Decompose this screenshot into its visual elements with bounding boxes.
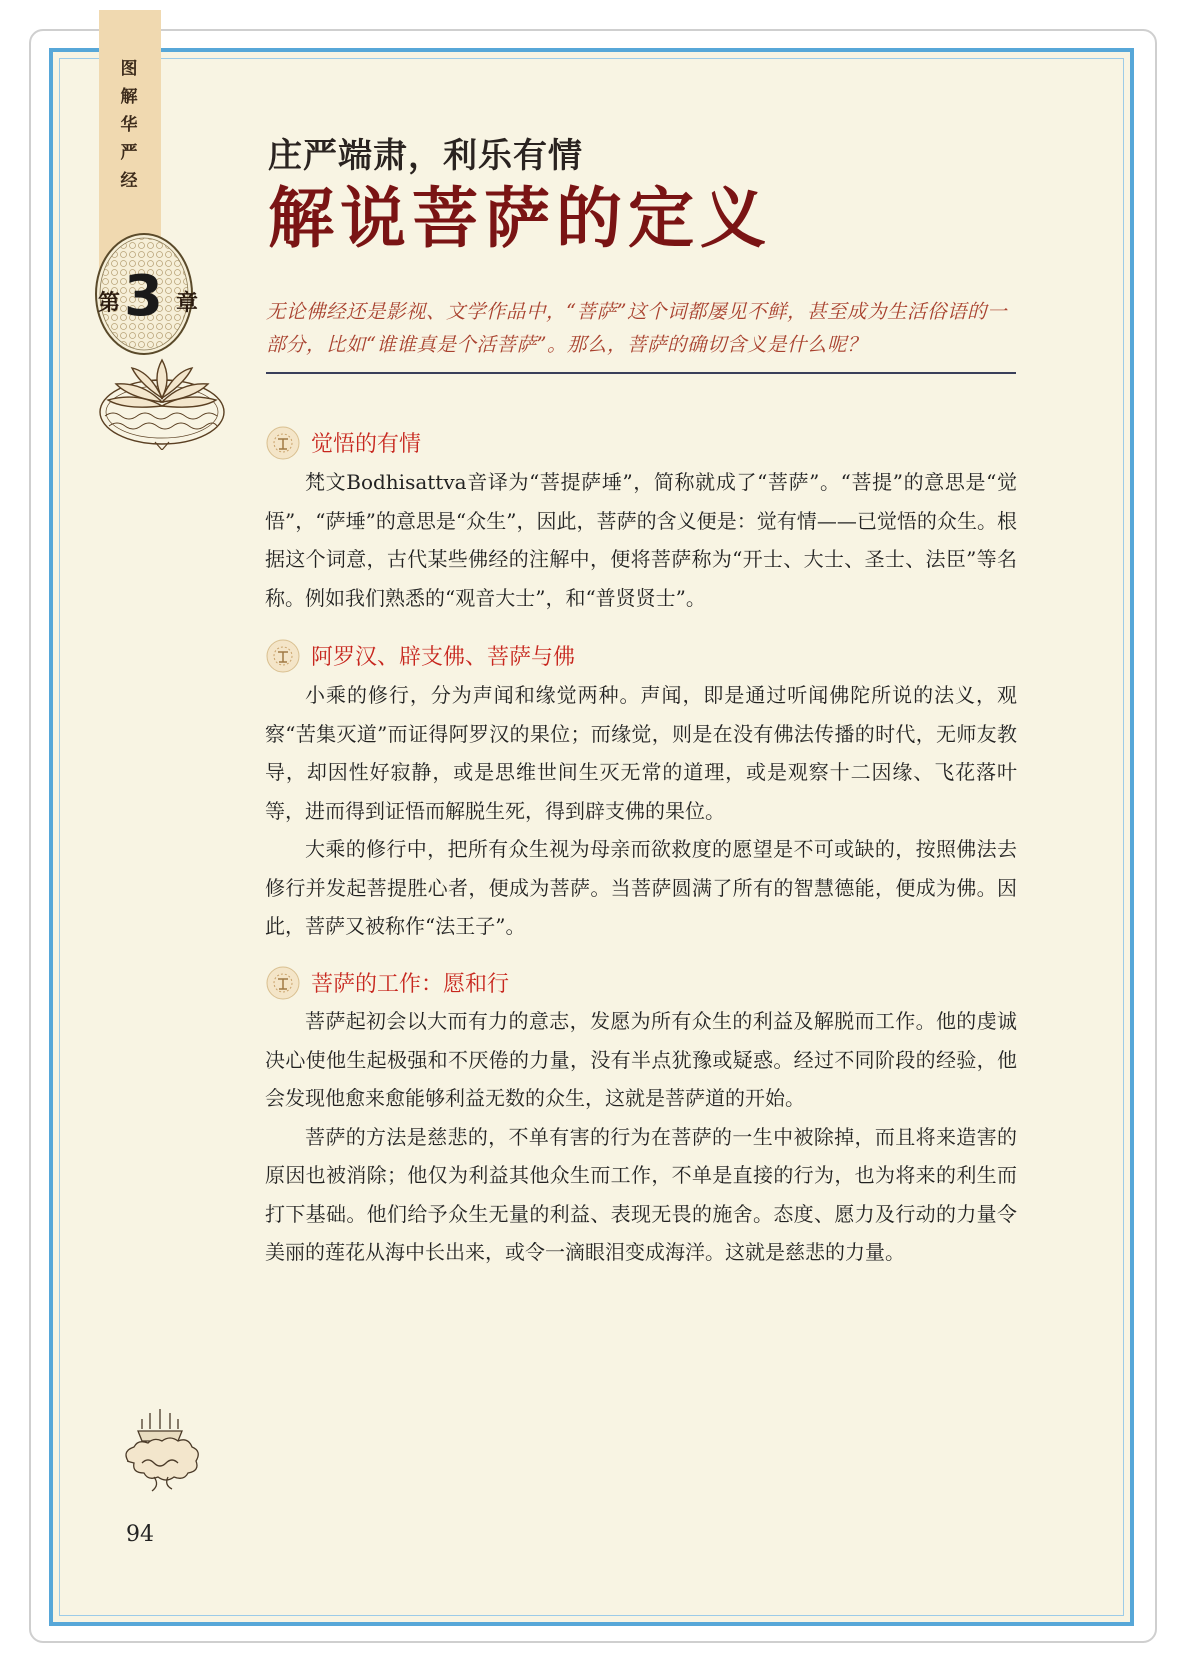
page-subtitle: 庄严端肃，利乐有情 [268,136,583,176]
dharma-wheel-icon [265,638,301,674]
page-title: 解说菩萨的定义 [268,179,772,257]
side-char: 图 [120,59,138,79]
paragraph: 小乘的修行，分为声闻和缘觉两种。声闻，即是通过听闻佛陀所说的法义，观察“苦集灭道”而证得阿罗汉的果位；而缘觉，则是在没有佛法传播的时代，无师友教导，却因性好寂静，或是思维世间生灭无常的道理，或是观察十二因缘、飞花落叶等，进而得到证悟而解脱生死，得到辟支佛的果位。 [265,683,1017,823]
side-char: 严 [120,143,138,163]
chapter-label [70,264,220,329]
dharma-wheel-icon [265,965,301,1001]
dharma-wheel-icon [265,425,301,461]
chapter-suffix: 章 [176,291,199,316]
intro-text: 无论佛经还是影视、文学作品中，“菩萨”这个词都屡见不鲜，甚至成为生活俗语的一部分，比如“谁谁真是个活菩萨”。那么，菩萨的确切含义是什么呢？ [266,300,1007,356]
chapter-prefix: 第 [98,291,121,316]
side-char: 华 [120,115,138,135]
temple-cloud-emblem-icon [120,1405,200,1495]
side-char: 解 [120,87,138,107]
section-title: 觉悟的有情 [311,432,422,457]
section-title: 阿罗汉、辟支佛、菩萨与佛 [311,645,576,670]
section-body [265,463,1017,617]
side-char: 经 [120,171,138,191]
page-number: 94 [126,1522,154,1547]
section-body [265,676,1017,946]
intro-divider [266,372,1016,374]
chapter-number: 3 [124,264,163,329]
paragraph: 菩萨起初会以大而有力的意志，发愿为所有众生的利益及解脱而工作。他的虔诚决心使他生起极强和不厌倦的力量，没有半点犹豫或疑惑。经过不同阶段的经验，他会发现他愈来愈能够利益无数的众生，这就是菩萨道的开始。 [265,1009,1017,1110]
paragraph: 梵文Bodhisattva音译为“菩提萨埵”，简称就成了“菩萨”。“菩提”的意思是“觉悟”，“萨埵”的意思是“众生”，因此，菩萨的含义便是：觉有情——已觉悟的众生。根据这个词意，古代某些佛经的注解中，便将菩萨称为“开士、大士、圣士、法臣”等名称。例如我们熟悉的“观音大士”，和“普贤贤士”。 [265,470,1017,610]
lotus-icon [95,350,230,450]
paragraph: 菩萨的方法是慈悲的，不单有害的行为在菩萨的一生中被除掉，而且将来造害的原因也被消除；他仅为利益其他众生而工作，不单是直接的行为，也为将来的利生而打下基础。他们给予众生无量的利益、表现无畏的施舍。态度、愿力及行动的力量令美丽的莲花从海中长出来，或令一滴眼泪变成海洋。这就是慈悲的力量。 [265,1124,1017,1264]
side-book-title [108,55,150,195]
paragraph: 大乘的修行中，把所有众生视为母亲而欲救度的愿望是不可或缺的，按照佛法去修行并发起菩提胜心者，便成为菩萨。当菩萨圆满了所有的智慧德能，便成为佛。因此，菩萨又被称作“法王子”。 [265,837,1017,938]
section-title: 菩萨的工作：愿和行 [311,972,510,997]
section-body [265,1002,1017,1272]
